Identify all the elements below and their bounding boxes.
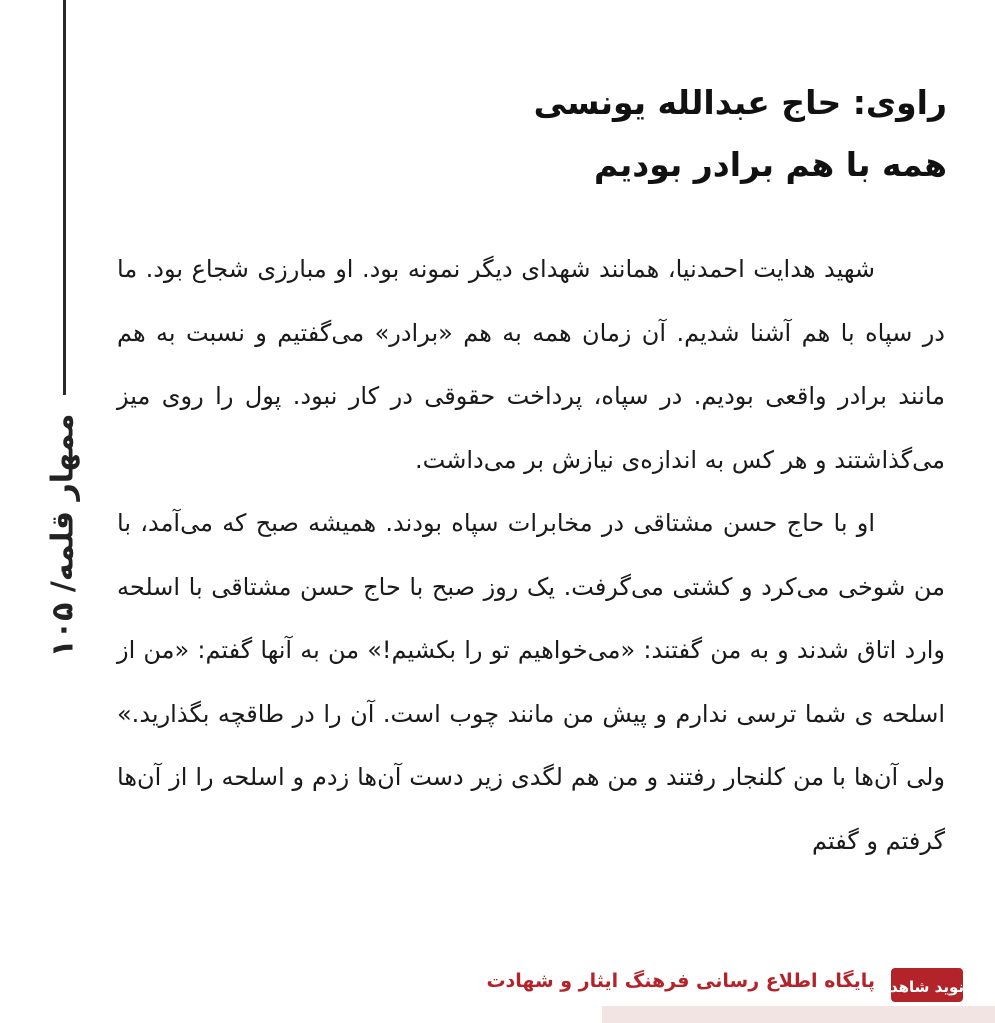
paragraph: او با حاج حسن مشتاقی در مخابرات سپاه بودند. همیشه صبح که می‌آمد، با من شوخی می‌کرد و کشتی می‌گرفت. یک روز صبح با حاج حسن مشتاقی با اسلحه وارد اتاق شدند و به من گفتند: «می‌خواهیم تو را بکشیم!» من به آنها گفتم: «من از اسلحه ی شما ترسی ندارم و پیش من مانند چوب است. آن را در طاقچه بگذارید.» ولی آن‌ها با من کلنجار رفتند و من هم لگدی زیر دست آن‌ها زدم و اسلحه را از آن‌ها گرفتم و گفتم [117,509,945,855]
body-text [117,238,945,873]
logo-text: نوید شاهد [889,978,965,996]
running-head-text: ممهار قلمه/ ۱۰۵ [45,412,81,658]
narrator-line: راوی: حاج عبدالله یونسی [533,83,947,122]
story-title: همه با هم برادر بودیم [594,145,947,184]
footer-band [602,1006,995,1023]
watermark-text: پایگاه اطلاع رسانی فرهنگ ایثار و شهادت [486,970,875,992]
paragraph: شهید هدایت احمدنیا، همانند شهدای دیگر نمونه بود. او مبارزی شجاع بود. ما در سپاه با هم آشنا شدیم. آن زمان همه به هم «برادر» می‌گفتیم و نسبت به هم مانند برادر واقعی بودیم. در سپاه، پرداخت حقوقی در کار نبود. پول را روی میز می‌گذاشتند و هر کس به اندازه‌ی نیازش بر می‌داشت. [117,255,945,474]
title-block [247,72,947,196]
footer-watermark [486,948,995,1023]
margin-rule [63,0,66,395]
navid-shahed-logo-icon [887,962,967,1008]
running-head [8,412,118,658]
